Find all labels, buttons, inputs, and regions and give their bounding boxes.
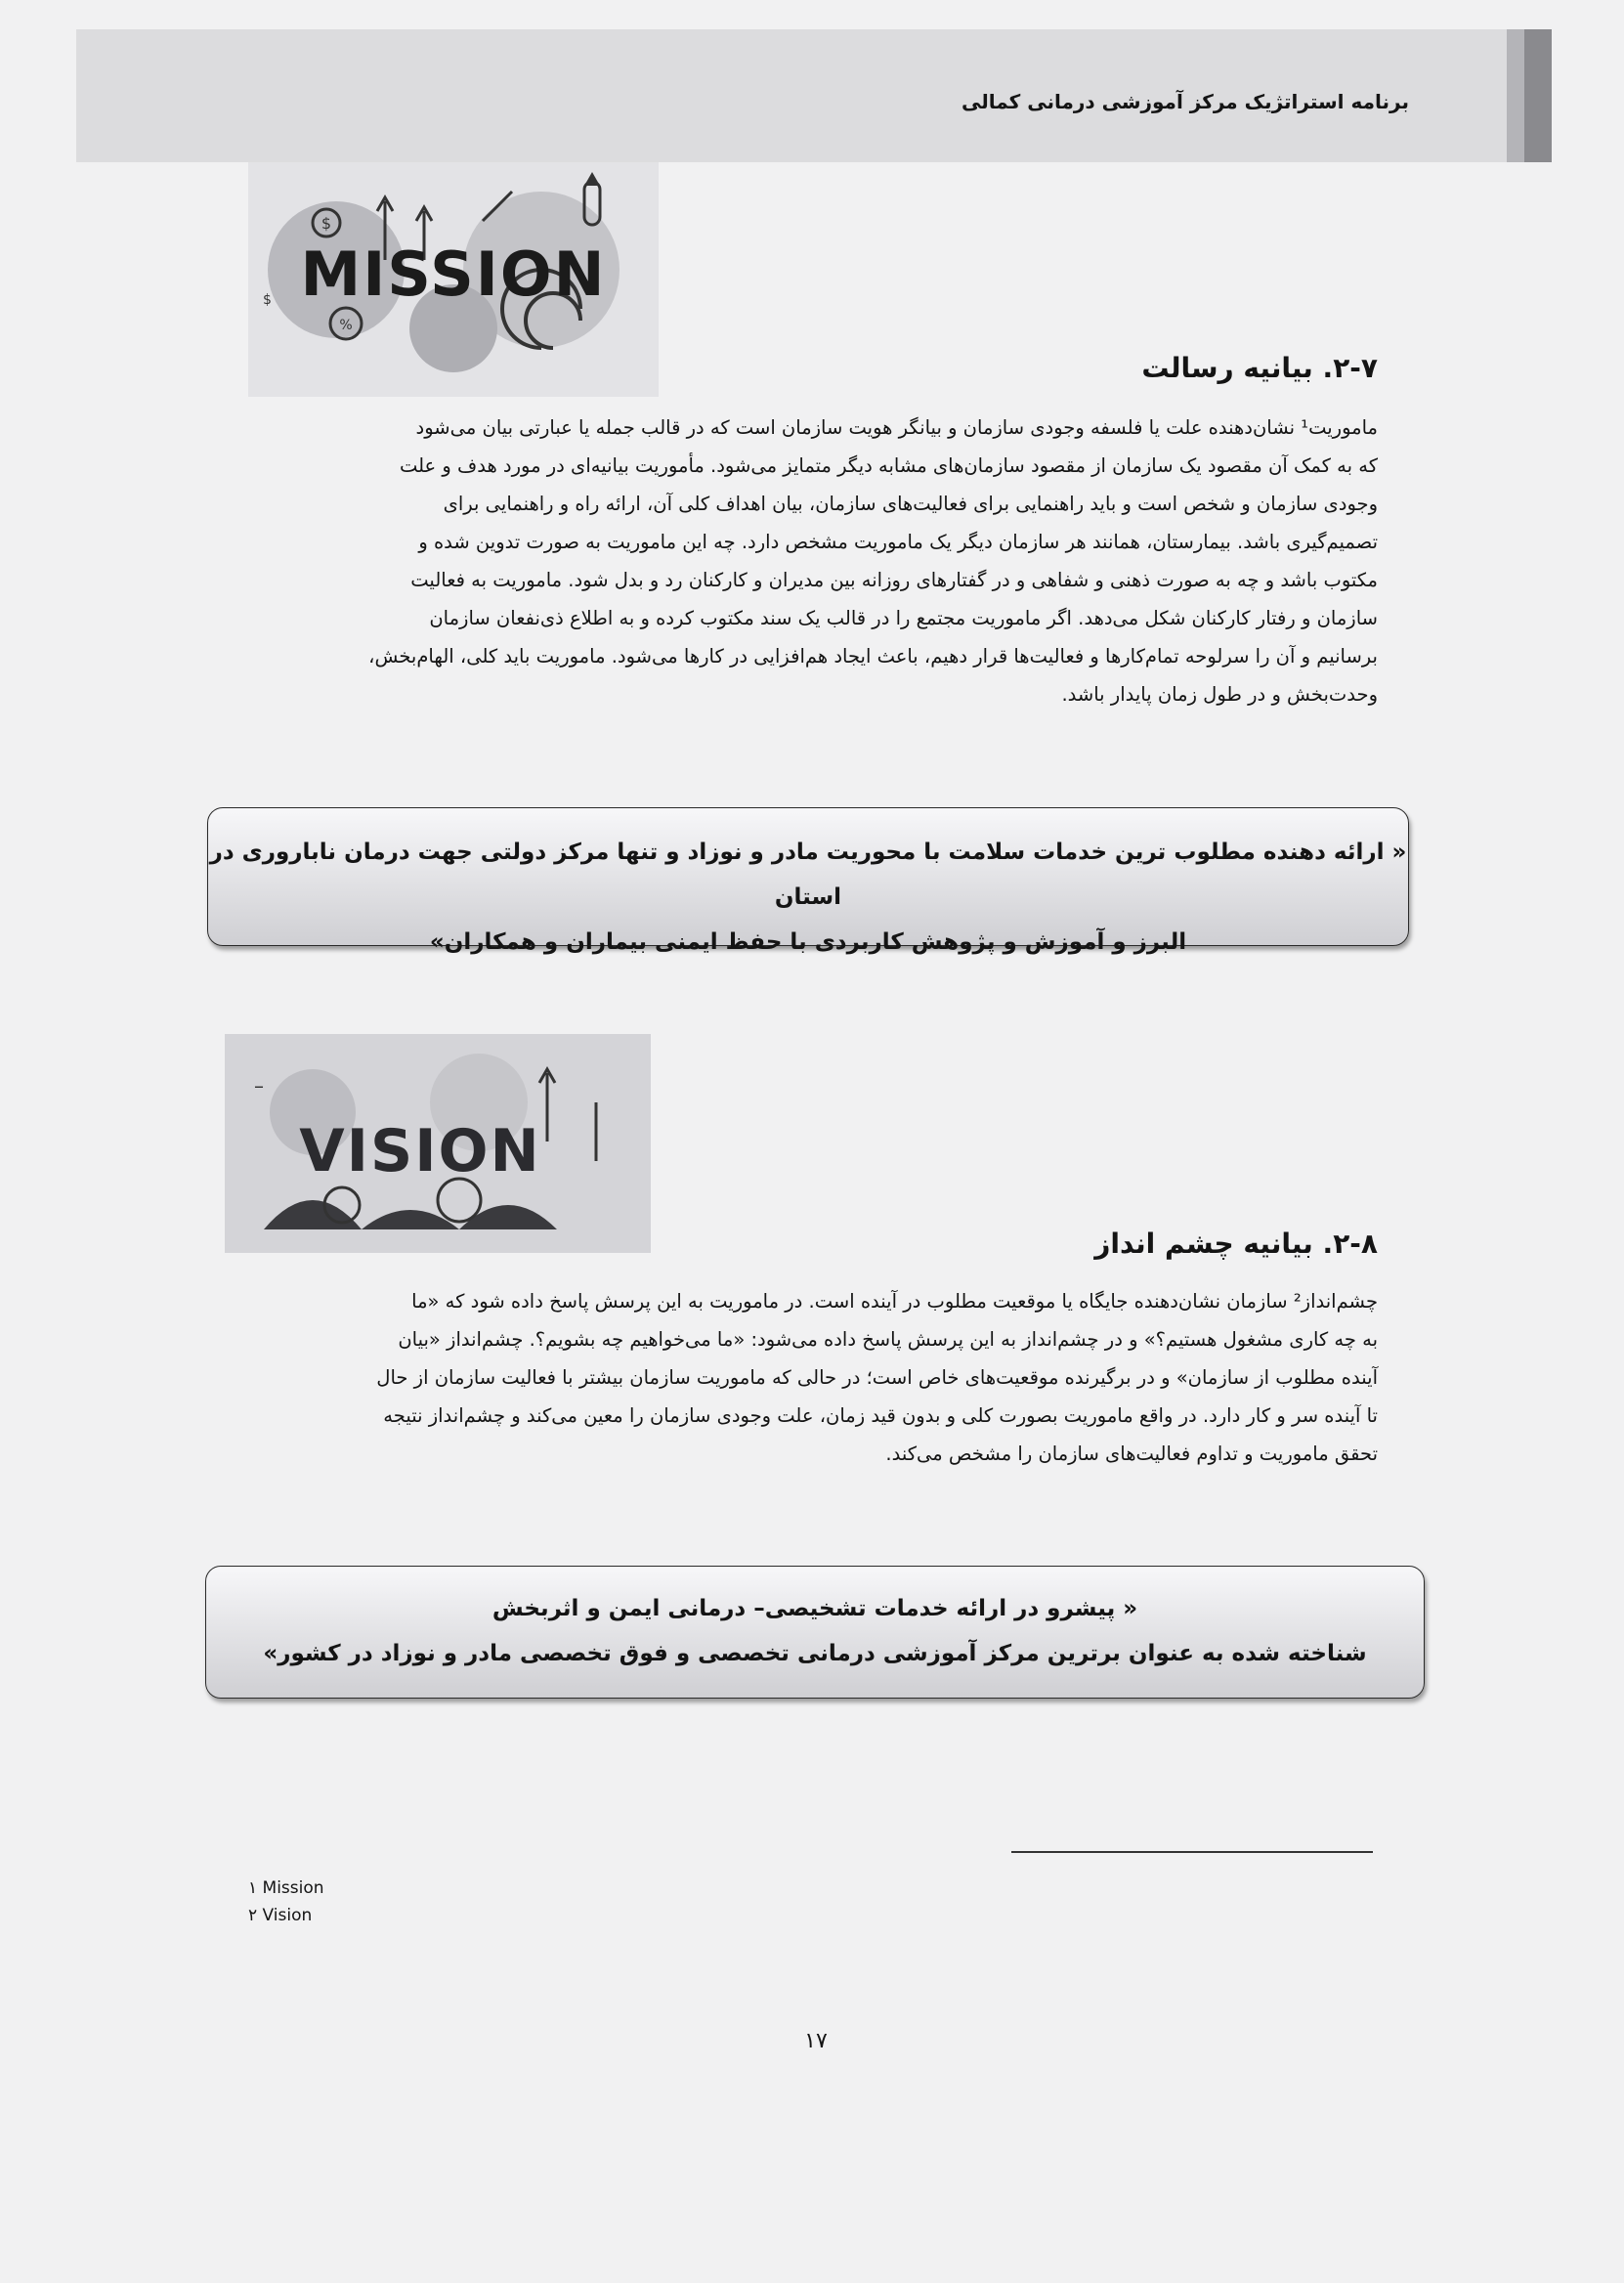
vision-statement-box	[205, 1566, 1425, 1699]
mission-paragraph-line: سازمان و رفتار کارکنان شکل می‌دهد. اگر ماموریت مجتمع را در قالب یک سند مکتوب کرده و به اطلاع ذی‌نفعان سازمان	[429, 607, 1378, 629]
mission-paragraph-line: ماموریت¹ نشان‌دهنده علت یا فلسفه وجودی سازمان و بیانگر هویت سازمان است که در قالب جمله یا عبارتی بیان می‌شود	[415, 416, 1378, 439]
vision-statement-line: « پیشرو در ارائه خدمات تشخیصی– درمانی ایمن و اثربخش	[491, 1596, 1138, 1621]
footnote: ۱ Mission	[248, 1878, 324, 1898]
mission-word: MISSION	[300, 238, 607, 310]
page-number: ۱۷	[804, 2029, 828, 2053]
mission-paragraph-line: مکتوب باشد و چه به صورت ذهنی و شفاهی و در گفتارهای روزانه بین مدیران و کارکنان رد و بدل شود. ماموریت به فعالیت	[410, 569, 1378, 591]
mission-statement-line: البرز و آموزش و پژوهش کاربردی با حفظ ایمنی بیماران و همکاران»	[429, 929, 1187, 955]
vision-paragraph-line: تا آینده سر و کار دارد. در واقع ماموریت بصورت کلی و بدون قید زمان، علت وجودی سازمان را معین می‌کند و چشم‌انداز نتیجه	[383, 1404, 1378, 1427]
header-title: برنامه استراتژیک مرکز آموزشی درمانی کمالی	[961, 90, 1409, 113]
mission-illustration-graphic	[248, 162, 659, 397]
mission-paragraph	[246, 409, 1378, 713]
mission-illustration	[248, 162, 659, 397]
vision-illustration	[225, 1034, 651, 1253]
svg-text:$: $	[321, 214, 332, 233]
vision-heading: ۲-۸. بیانیه چشم انداز	[1094, 1228, 1378, 1260]
vision-paragraph	[246, 1282, 1378, 1473]
vision-paragraph-line: تحقق ماموریت و تداوم فعالیت‌های سازمان را مشخص می‌کند.	[885, 1443, 1378, 1465]
mission-statement-line: « ارائه دهنده مطلوب ترین خدمات سلامت با محوریت مادر و نوزاد و تنها مرکز دولتی جهت درمان ناباروری در استان	[209, 840, 1407, 910]
mission-paragraph-line: برسانیم و آن را سرلوحه تمام‌کارها و فعالیت‌ها قرار دهیم، باعث ایجاد هم‌افزایی در کارها می‌شود. ماموریت باید کلی، الهام‌بخش،	[368, 645, 1378, 668]
header-accent	[1507, 29, 1524, 162]
mission-statement-box	[207, 807, 1409, 955]
vision-word: VISION	[299, 1117, 541, 1185]
header-accent	[1524, 29, 1552, 162]
footnote: ۲ Vision	[248, 1906, 313, 1925]
svg-text:$: $	[263, 292, 272, 308]
svg-text:–: –	[254, 1074, 264, 1098]
vision-illustration-graphic	[225, 1034, 651, 1253]
mission-paragraph-line: که به کمک آن مقصود یک سازمان از مقصود سازمان‌های مشابه دیگر متمایز می‌شود. مأموریت بیانیه‌ای در مورد هدف و علت	[399, 454, 1378, 477]
mission-paragraph-line: وجودی سازمان و شخص است و باید راهنمایی برای فعالیت‌های سازمان، بیان اهداف کلی آن، ارائه راه و راهنمایی برای	[443, 493, 1378, 515]
footnote-separator	[1011, 1851, 1373, 1853]
mission-paragraph-line: تصمیم‌گیری باشد. بیمارستان، همانند هر سازمان دیگر یک ماموریت مشخص دارد. چه این ماموریت به صورت تدوین شده و	[418, 531, 1378, 553]
vision-paragraph-line: به چه کاری مشغول هستیم؟» و در چشم‌انداز به این پرسش پاسخ داده می‌شود: «ما می‌خواهیم چه بشویم؟. چشم‌انداز «بیان	[398, 1328, 1378, 1351]
svg-text:%: %	[339, 318, 353, 333]
mission-heading: ۲-۷. بیانیه رسالت	[1141, 352, 1378, 384]
vision-paragraph-line: چشم‌انداز² سازمان نشان‌دهنده جایگاه یا موقعیت مطلوب در آینده است. در ماموریت به این پرسش پاسخ داده شود که «ما	[411, 1290, 1378, 1313]
vision-paragraph-line: آینده مطلوب از سازمان» و در برگیرنده موقعیت‌های خاص است؛ در حالی که ماموریت سازمان بیشتر با فعالیت سازمان از حال	[376, 1366, 1378, 1389]
vision-statement-line: شناخته شده به عنوان برترین مرکز آموزشی درمانی تخصصی و فوق تخصصی مادر و نوزاد در کشور»	[263, 1641, 1367, 1666]
mission-paragraph-line: وحدت‌بخش و در طول زمان پایدار باشد.	[1061, 683, 1378, 706]
